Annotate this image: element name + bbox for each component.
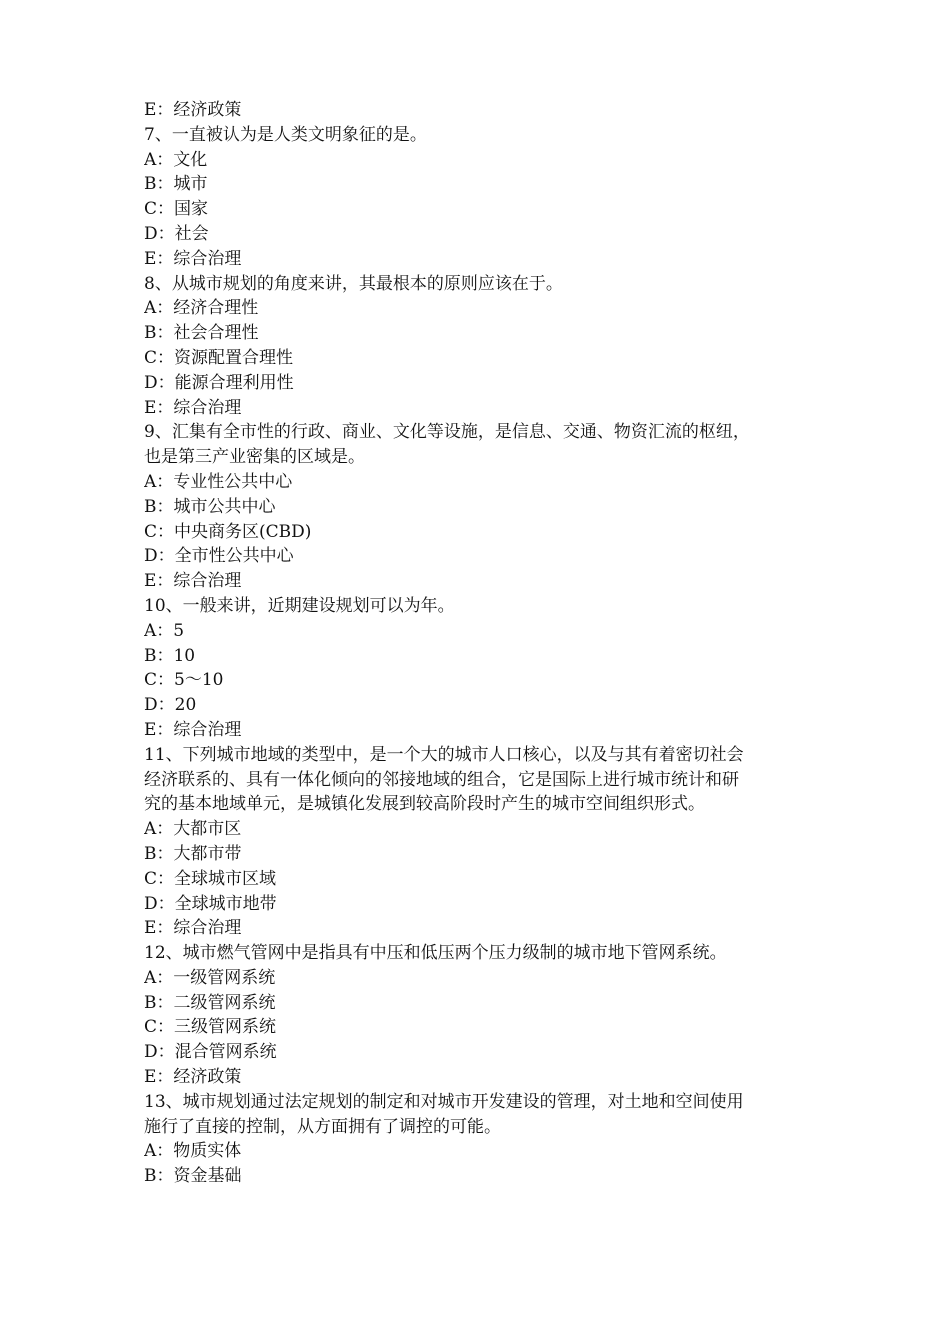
option-a-line: A：文化 xyxy=(144,149,208,170)
document-body xyxy=(144,98,814,1189)
option-c-line: C：三级管网系统 xyxy=(144,1017,277,1038)
option-a-line: A：大都市区 xyxy=(144,819,242,840)
option-e-line: E：综合治理 xyxy=(144,248,242,269)
option-b-line: B：二级管网系统 xyxy=(144,992,276,1013)
option-c-line: C：资源配置合理性 xyxy=(144,347,294,368)
question-9-line-1: 9、汇集有全市性的行政、商业、文化等设施，是信息、交通、物资汇流的枢纽， xyxy=(144,422,750,443)
question-13-line-1: 13、城市规划通过法定规划的制定和对城市开发建设的管理，对土地和空间使用 xyxy=(144,1091,744,1112)
option-b-line: B：城市公共中心 xyxy=(144,496,276,517)
option-e-line: E：综合治理 xyxy=(144,397,242,418)
question-10: 10、一般来讲，近期建设规划可以为年。 xyxy=(144,595,455,616)
option-d-line: D：能源合理利用性 xyxy=(144,372,294,393)
option-e-line: E：综合治理 xyxy=(144,571,242,592)
question-13-line-2: 施行了直接的控制，从方面拥有了调控的可能。 xyxy=(144,1116,501,1137)
option-d-line: D：全球城市地带 xyxy=(144,893,277,914)
option-c-line: C：全球城市区域 xyxy=(144,868,277,889)
option-e-line: E：综合治理 xyxy=(144,918,242,939)
option-c-line: C：中央商务区(CBD) xyxy=(144,521,312,542)
option-a-line: A：一级管网系统 xyxy=(144,967,276,988)
option-a-line: A：5 xyxy=(144,620,185,641)
option-a-line: A：物质实体 xyxy=(144,1141,242,1162)
question-7: 7、一直被认为是人类文明象征的是。 xyxy=(144,124,427,145)
option-d-line: D：20 xyxy=(144,695,197,716)
option-d-line: D：混合管网系统 xyxy=(144,1042,277,1063)
option-a-line: A：专业性公共中心 xyxy=(144,471,293,492)
option-b-line: B：10 xyxy=(144,645,196,666)
option-b-line: B：城市 xyxy=(144,174,208,195)
option-b-line: B：社会合理性 xyxy=(144,323,259,344)
question-12: 12、城市燃气管网中是指具有中压和低压两个压力级制的城市地下管网系统。 xyxy=(144,943,727,964)
option-e-line: E：经济政策 xyxy=(144,1067,242,1088)
option-e-line: E：综合治理 xyxy=(144,719,242,740)
option-a-line: A：经济合理性 xyxy=(144,298,259,319)
option-d-line: D：社会 xyxy=(144,223,209,244)
question-9-line-2: 也是第三产业密集的区域是。 xyxy=(144,447,365,468)
option-c-line: C：国家 xyxy=(144,199,209,220)
question-8: 8、从城市规划的角度来讲，其最根本的原则应该在于。 xyxy=(144,273,563,294)
question-11-line-2: 经济联系的、具有一体化倾向的邻接地域的组合，它是国际上进行城市统计和研 xyxy=(144,769,739,790)
option-d-line: D：全市性公共中心 xyxy=(144,546,294,567)
option-b-line: B：大都市带 xyxy=(144,843,242,864)
option-c-line: C：5～10 xyxy=(144,670,224,691)
option-b-line: B：资金基础 xyxy=(144,1166,242,1187)
option-e-line: E：经济政策 xyxy=(144,100,242,120)
question-11-line-1: 11、下列城市地域的类型中，是一个大的城市人口核心，以及与其有着密切社会 xyxy=(144,744,744,765)
question-11-line-3: 究的基本地域单元，是城镇化发展到较高阶段时产生的城市空间组织形式。 xyxy=(144,794,705,815)
